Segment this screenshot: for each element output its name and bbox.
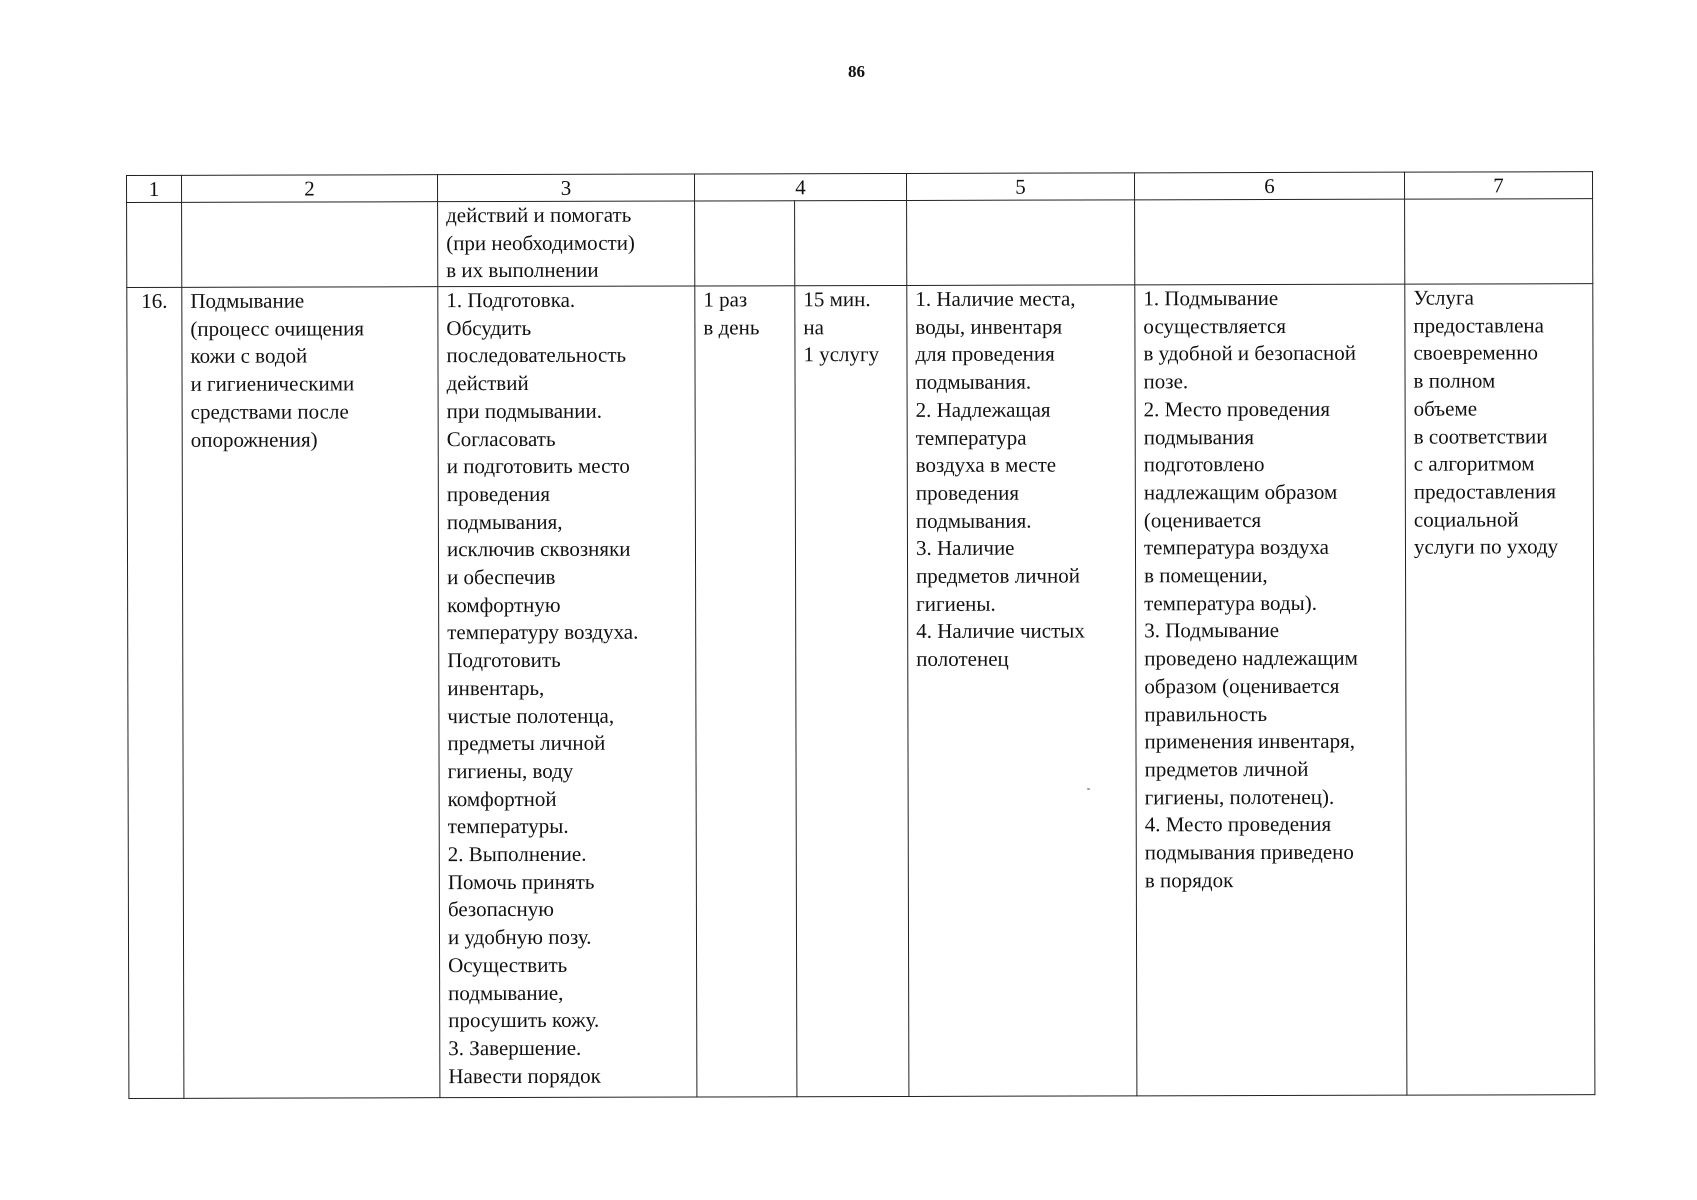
duration-cell: 15 мин. на 1 услугу [795,285,909,1096]
continuation-description-cell: действий и помогать (при необходимости) в их выполнении [438,201,695,287]
continuation-duration-cell [795,200,907,285]
service-standards-table [126,171,1595,1099]
column-number-5: 5 [906,173,1134,201]
service-description-cell: 1. Подготовка. Обсудить последовательность действий при подмывании. Согласовать и подготовить место проведения подмывания, исключив сквозняки и обеспечив комфортную температуру воздуха. Подготовить инвентарь, чистые полотенца, предметы личной гигиены, воду комфортной температуры. 2. Выполнение. Помочь принять безопасную и удобную позу. Осуществить подмывание, просушить кожу. 3. Завершение. Навести порядок [438,286,697,1098]
continuation-service-cell [182,202,438,288]
scan-speck [1087,788,1090,790]
table-header-row [127,172,1593,203]
continuation-frequency-cell [695,201,795,286]
column-number-4: 4 [694,173,906,201]
row-number-cell: 16. [127,287,184,1098]
conditions-cell: 1. Наличие места, воды, инвентаря для проведения подмывания. 2. Надлежащая температура воздуха в месте проведения подмывания. 3. Наличие предметов личной гигиены. 4. Наличие чистых полотенец [907,285,1137,1097]
continuation-result-cell [1405,199,1593,284]
column-number-3: 3 [438,174,695,202]
result-cell: Услуга предоставлена своевременно в полном объеме в соответствии с алгоритмом предоставления социальной услуги по уходу [1405,284,1595,1095]
quality-indicators-cell: 1. Подмывание осуществляется в удобной и безопасной позе. 2. Место проведения подмывания подготовлено надлежащим образом (оценивается температура воздуха в помещении, температура воды). 3. Подмывание проведено надлежащим образом (оценивается правильность применения инвентаря, предметов личной гигиены, полотенец). 4. Место проведения подмывания приведено в порядок [1135,284,1407,1096]
column-number-2: 2 [182,175,438,203]
column-number-7: 7 [1404,172,1592,199]
table-row [127,284,1595,1099]
column-number-6: 6 [1134,172,1404,200]
page-number: 86 [848,62,865,81]
continuation-conditions-cell [907,200,1135,286]
continuation-row [127,199,1593,288]
frequency-cell: 1 раз в день [695,286,797,1097]
column-number-1: 1 [127,175,182,202]
continuation-number-cell [127,202,182,287]
continuation-quality-cell [1135,199,1405,285]
service-name-cell: Подмывание (процесс очищения кожи с водой и гигиеническими средствами после опорожнения) [182,287,440,1099]
